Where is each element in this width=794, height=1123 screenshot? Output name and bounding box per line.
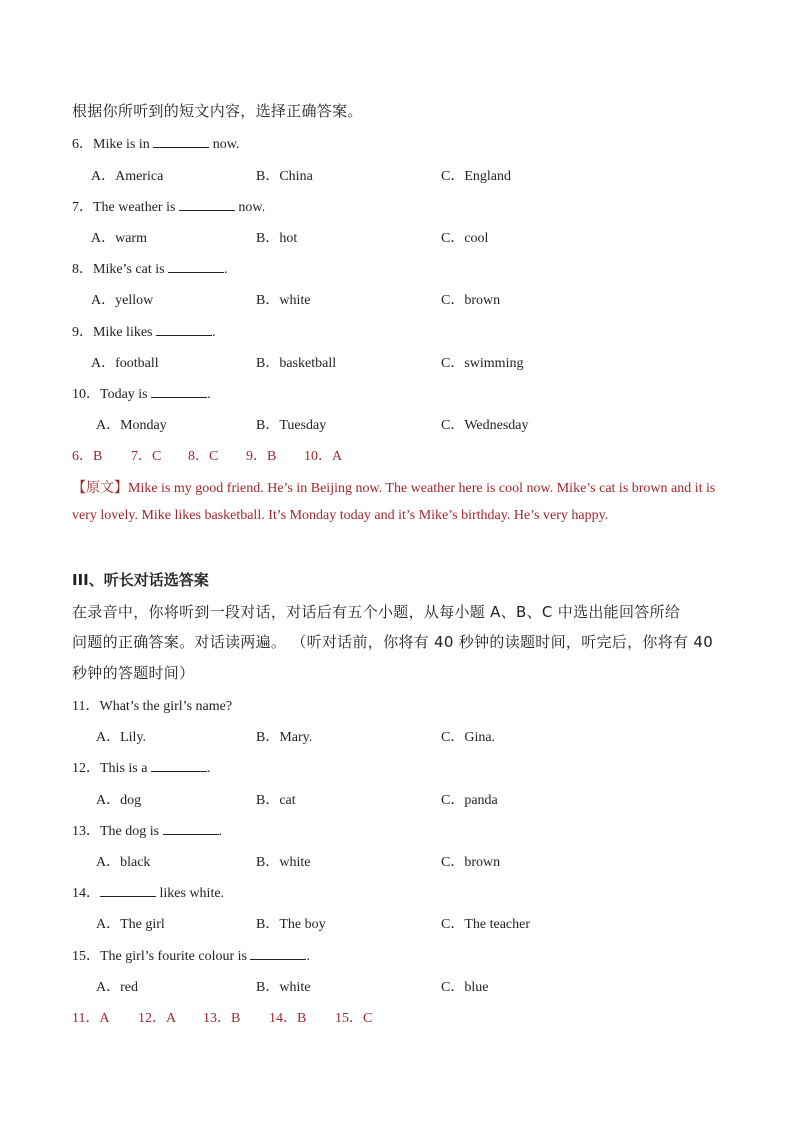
question-number: 10． [72,387,100,402]
option-b[interactable]: B．white [256,980,311,995]
option-a[interactable]: A．warm [91,231,147,246]
original-text-tag: 【原文】 [72,480,128,496]
question-13 [72,820,222,840]
answer-blank [250,947,306,960]
answer-blank [153,135,209,148]
section-heading: III、听长对话选答案 [72,571,209,589]
question-text-pre: This is a [100,761,151,776]
question-number: 13． [72,824,100,839]
question-text-pre: The dog is [100,824,163,839]
option-b[interactable]: B．Mary. [256,730,313,745]
question-text-post: . [218,824,223,839]
question-text-post: likes white. [156,886,225,901]
answer-key-12: 12．A [138,1011,177,1026]
question-text: What’s the girl’s name? [99,699,233,714]
option-a[interactable]: A．Lily. [96,730,147,745]
question-number: 12． [72,761,100,776]
answer-blank [100,884,156,897]
option-c[interactable]: C．panda [441,793,498,808]
option-a[interactable]: A．Monday [96,418,167,433]
question-8 [72,258,228,278]
answer-key-6: 6．B [72,449,103,464]
question-text-post: now. [234,200,266,215]
option-a[interactable]: A．red [96,980,138,995]
option-c[interactable]: C．cool [441,231,489,246]
answer-key-13: 13．B [203,1011,241,1026]
question-12 [72,757,210,777]
question-text-pre: Mike is in [93,137,154,152]
question-text-post: . [207,387,211,402]
question-text-pre: The weather is [93,200,179,215]
question-number: 14． [72,886,100,901]
section-instruction-line-1: 在录音中，你将听到一段对话，对话后有五个小题，从每小题 A、B、C 中选出能回答所给 [72,603,681,621]
question-text-pre: Mike’s cat is [93,262,169,277]
option-b[interactable]: B．white [256,855,311,870]
option-a[interactable]: A．dog [96,793,142,808]
answer-key-10: 10．A [304,449,343,464]
option-b[interactable]: B．China [256,169,313,184]
answer-blank [151,385,207,398]
original-text-line-2: very lovely. Mike likes basketball. It’s Monday today and it’s Mike’s birthday. He’s very happy. [72,508,609,523]
option-c[interactable]: C．The teacher [441,917,531,932]
answer-key-14: 14．B [269,1011,307,1026]
option-a[interactable]: A．football [91,356,159,371]
option-a[interactable]: A．black [96,855,151,870]
option-c[interactable]: C．brown [441,855,501,870]
question-text-post: now. [209,137,240,152]
question-text-post: . [212,325,216,340]
option-c[interactable]: C．brown [441,293,501,308]
section-instruction-line-3: 秒钟的答题时间） [72,664,195,682]
answer-key-11: 11．A [72,1011,110,1026]
question-number: 8． [72,262,93,277]
option-c[interactable]: C．swimming [441,356,524,371]
question-10 [72,383,211,403]
option-c[interactable]: C．Wednesday [441,418,529,433]
option-b[interactable]: B．Tuesday [256,418,327,433]
section-instruction: 根据你所听到的短文内容，选择正确答案。 [72,102,363,120]
question-text-post: . [206,761,211,776]
option-c[interactable]: C．Gina. [441,730,496,745]
question-text-pre: The girl’s fourite colour is [100,949,251,964]
answer-key-8: 8．C [188,449,219,464]
question-15 [72,945,310,965]
answer-key-15: 15．C [335,1011,373,1026]
option-b[interactable]: B．hot [256,231,298,246]
question-text-post: . [224,262,228,277]
question-number: 6． [72,137,93,152]
answer-blank [163,822,219,835]
option-a[interactable]: A．yellow [91,293,154,308]
answer-key-7: 7．C [131,449,162,464]
option-b[interactable]: B．The boy [256,917,326,932]
answer-blank [179,198,235,211]
option-a[interactable]: A．The girl [96,917,165,932]
option-b[interactable]: B．cat [256,793,296,808]
answer-blank [151,759,207,772]
question-11 [72,695,232,715]
question-6 [72,133,239,153]
option-b[interactable]: B．white [256,293,311,308]
section-instruction-line-2: 问题的正确答案。对话读两遍。 （听对话前，你将有 40 秒钟的读题时间，听完后，你将有 40 [72,633,714,651]
question-text-post: . [306,949,310,964]
original-text: Mike is my good friend. He’s in Beijing now. The weather here is cool now. Mike’s cat is brown and it is [128,481,716,496]
answer-blank [168,260,224,273]
answer-key-9: 9．B [246,449,277,464]
question-number: 15． [72,949,100,964]
answer-blank [156,323,212,336]
question-9 [72,321,216,341]
option-c[interactable]: C．England [441,169,511,184]
question-14 [72,882,224,902]
question-text-pre: Today is [100,387,152,402]
option-b[interactable]: B．basketball [256,356,337,371]
option-a[interactable]: A．America [91,169,164,184]
question-text-pre: Mike likes [93,325,156,340]
original-text-line-1 [72,477,715,497]
option-c[interactable]: C．blue [441,980,489,995]
question-number: 11． [72,699,100,714]
question-number: 9． [72,325,93,340]
question-7 [72,196,265,216]
question-number: 7． [72,200,93,215]
